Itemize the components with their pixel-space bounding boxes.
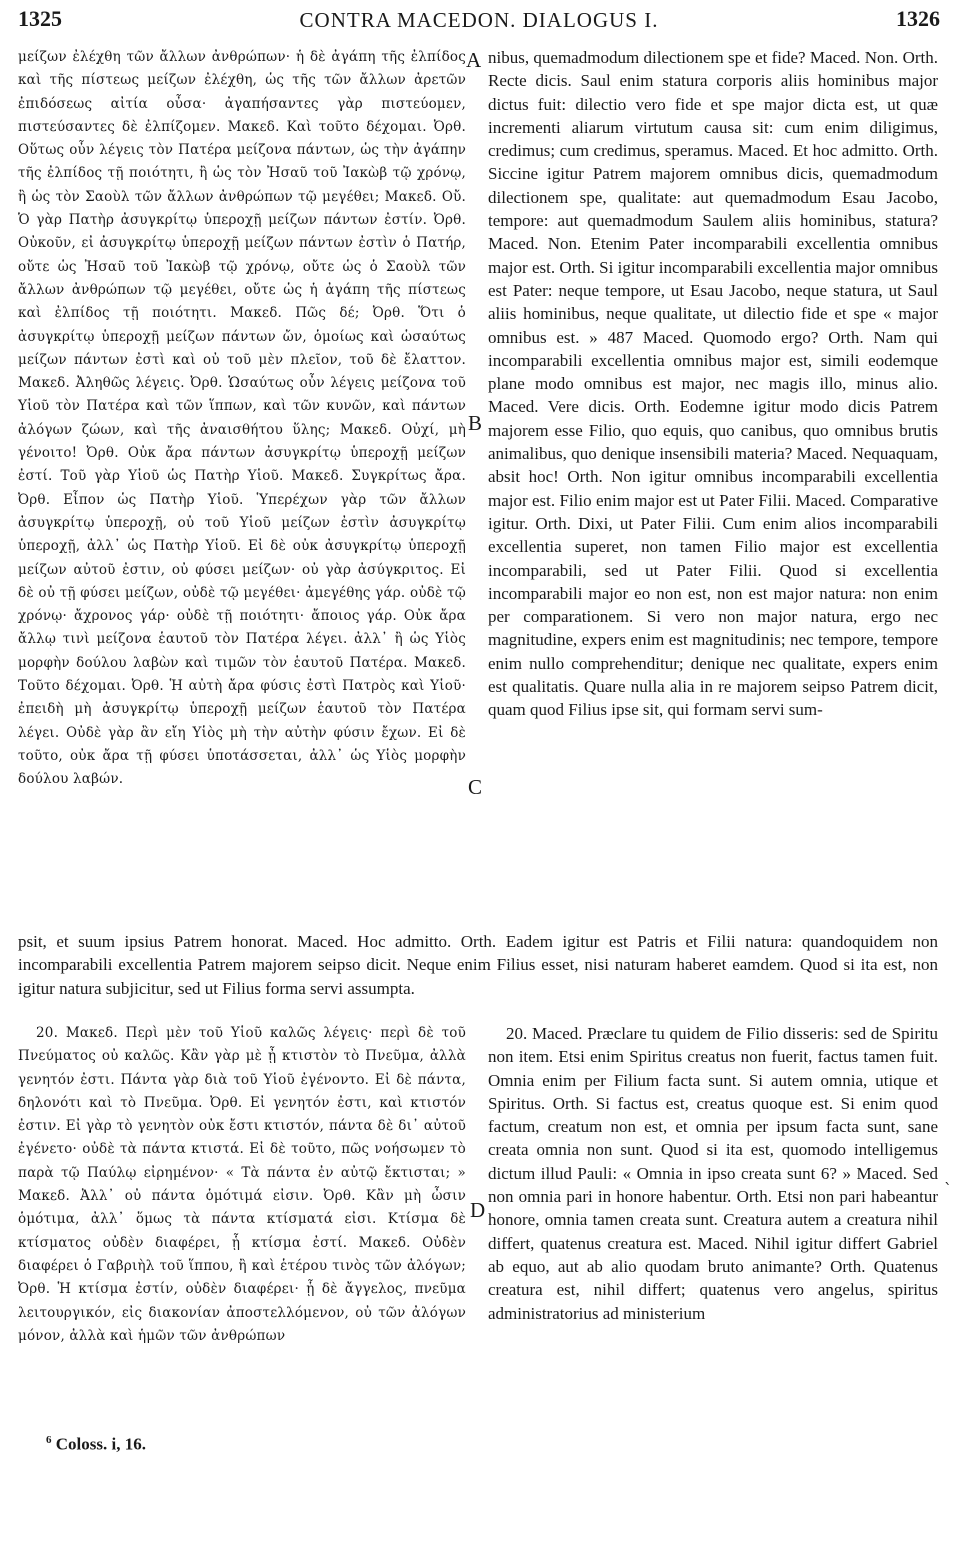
greek-column-bottom: 20. Μακεδ. Περὶ μὲν τοῦ Υἱοῦ καλῶς λέγεις· περὶ δὲ τοῦ Πνεύματος οὐ καλῶς. Κἂν γὰρ μὲ ᾖ κτιστὸν τὸ Πνεῦμα, ἀλλὰ γενητόν ἐστι. Πάντα γὰρ διὰ τοῦ Υἱοῦ ἐγένοντο. Εἰ δὲ πάντα, δηλονότι καὶ τὸ Πνεῦμα. Ὀρθ. Εἰ γενητόν ἐστι, καὶ κτιστόν ἐστιν. Εἰ γὰρ τὸ γενητὸν οὐκ ἔστι κτιστόν, πάντα δὲ δι᾽ αὐτοῦ ἐγένετο· οὐδὲ τὰ πάντα κτιστά. Εἰ δὲ τοῦτο, πῶς νοήσωμεν τὸ παρὰ τῷ Παύλῳ εἰρημένον· « Τὰ πάντα ἐν αὐτῷ ἔκτισται; » Μακεδ. Ἀλλ᾽ οὐ πάντα ὁμότιμά εἰσιν. Ὀρθ. Κἂν μὴ ὦσιν ὁμότιμα, ἀλλ᾽ ὅμως τὰ πάντα κτίσματά εἰσι. Κτίσμα δὲ κτίσματος οὐδὲν διαφέρει, ᾗ κτίσμα ἐστί. Μακεδ. Οὐδὲν διαφέρει ὁ Γαβριὴλ τοῦ ἵππου, ἢ καὶ ἑτέρου τινὸς τῶν ἀλόγων; Ὀρθ. Ἡ κτίσμα ἐστίν, οὐδὲν διαφέρει· ᾗ δὲ ἄγγελος, πνεῦμα λειτουργικόν, εἰς διακονίαν ἀποστελλόμενον, οὐ τῶν ἀλόγων μόνον, ἀλλὰ καὶ ἡμῶν τῶν ἀνθρώπων — [18, 1025, 466, 1344]
footnote-mark: 6 — [46, 1434, 52, 1446]
margin-mark-c: C — [468, 775, 483, 799]
footnote — [46, 1434, 146, 1455]
footnote-text: Coloss. i, 16. — [55, 1434, 146, 1454]
greek-column-top: μείζων ἐλέχθη τῶν ἄλλων ἀνθρώπων· ἡ δὲ ἀγάπη τῆς ἐλπίδος καὶ τῆς πίστεως μείζων ἐλέχθη, ὡς τῆς τῶν ἄλλων ἀρετῶν ἐπιδόσεως αἰτία οὖσα· ἀγαπήσαντες γὰρ πιστεύομεν, πιστεύσαντες δὲ ἐλπίζομεν. Μακεδ. Καὶ τοῦτο δέχομαι. Ὀρθ. Οὕτως οὖν λέγεις τὸν Πατέρα μείζονα πάντων, ὡς τὴν ἀγάπην τῆς ἐλπίδος τῇ ποιότητι, ἢ ὡς τὸν Ἠσαῦ τοῦ Ἰακὼβ τῷ χρόνῳ, ἢ ὡς τὸν Σαοὺλ τῶν ἄλλων ἀνθρώπων τῷ μεγέθει; Μακεδ. Οὔ. Ὁ γὰρ Πατὴρ ἀσυγκρίτῳ ὑπεροχῇ μείζων πάντων ἐστίν. Ὀρθ. Οὐκοῦν, εἰ ἀσυγκρίτῳ ὑπεροχῇ μείζων πάντων ἐστὶν ὁ Πατήρ, οὔτε ὡς Ἠσαῦ τοῦ Ἰακὼβ τῷ χρόνῳ, οὔτε ὡς ὁ Σαοὺλ τῶν ἄλλων ἀνθρώπων τῷ μεγέθει, οὔτε ὡς ἡ ἀγάπη τῆς πίστεως καὶ ἐλπίδος τῇ ποιότητι. Μακεδ. Πῶς δέ; Ὀρθ. Ὅτι ὁ ἀσυγκρίτῳ ὑπεροχῇ μείζων πάντων ὤν, ὁμοίως καὶ ὡσαύτως μείζων πάντων ἐστὶ καὶ οὐ τοῦ μὲν πλεῖον, τοῦ δὲ ἔλαττον. Μακεδ. Ἀληθῶς λέγεις. Ὀρθ. Ὡσαύτως οὖν λέγεις μείζονα τοῦ Υἱοῦ τὸν Πατέρα καὶ τῶν ἵππων, καὶ τῶν κυνῶν, καὶ πάντων ἀλόγων ζώων, καὶ τῆς ἀναισθήτου ὕλης; Μακεδ. Οὐχί, μὴ γένοιτο! Ὀρθ. Οὐκ ἄρα πάντων ἀσυγκρίτῳ ὑπεροχῇ μείζων ἐστί. Τοῦ γὰρ Υἱοῦ ὡς Πατὴρ Υἱοῦ. Μακεδ. Συγκρίτως ἄρα. Ὀρθ. Εἶπον ὡς Πατὴρ Υἱοῦ. Ὑπερέχων γὰρ τῶν ἄλλων ἀσυγκρίτῳ ὑπεροχῇ, οὐ τοῦ Υἱοῦ μείζων ἐστὶν ἀσυγκρίτῳ ὑπεροχῇ, ἀλλ᾽ ὡς Πατὴρ Υἱοῦ. Εἰ δὲ οὐκ ἀσυγκρίτῳ ὑπεροχῇ μείζων αὐτοῦ ἐστιν, οὐ φύσει μείζων· οὐ γὰρ ἀσύγκριτος. Εἰ δὲ οὐ τῇ φύσει μείζων, οὐδὲ τῷ μεγέθει· ἀμεγέθης γάρ. οὐδὲ τῷ χρόνῳ· ἄχρονος γάρ· οὐδὲ τῇ ποιότητι· ἄποιος γάρ. Οὐκ ἄρα ἄλλῳ τινὶ μείζονα ἑαυτοῦ τὸν Πατέρα λέγει. ἀλλ᾽ ἢ ὡς Υἱὸς μορφὴν δούλου λαβὼν καὶ τιμῶν τὸν ἑαυτοῦ Πατέρα. Μακεδ. Τοῦτο δέχομαι. Ὀρθ. Ἡ αὐτὴ ἄρα φύσις ἐστὶ Πατρὸς καὶ Υἱοῦ· ἐπειδὴ μὴ ἀσυγκρίτῳ ὑπεροχῇ μείζων ἑαυτοῦ τὸν Πατέρα λέγει. Οὐδὲ γὰρ ἂν εἴη Υἱὸς μὴ τὴν αὐτὴν φύσιν ἔχων. Εἰ δὲ τοῦτο, οὐκ ἄρα τῇ φύσει ὑποτάσσεται, ἀλλ᾽ ὡς Υἱὸς μορφὴν δούλου λαβών. — [18, 49, 466, 788]
latin-column-top: nibus, quemadmodum dilectionem spe et fide? Maced. Non. Orth. Recte dicis. Saul enim statura corporis aliis hominibus major dictus fuit: dilectio vero fide et spe major dicta est, ut quæ incrementi aliarum virtutum causa sit: cum enim diligimus, credimus; cum credimus, speramus. Maced. Et hoc admitto. Orth. Siccine igitur Patrem majorem omnibus dicis, quemadmodum dilectionem spe, qualitate: aut quemadmodum Esau Jacobo, tempore: aut quemadmodum Saulem aliis hominibus, statura? Maced. Non. Etenim Pater incomparabili excellentia omnibus major est. Orth. Si igitur incomparabili excellentia major omnibus est Pater: neque tempore, ut Esau Jacobo, neque statura, ut Saul aliis hominibus, neque qualitate, ut dilectio fide et spe « major omnibus est. » 487 Maced. Quomodo ergo? Orth. Nam qui incomparabili excellentia omnibus major est, simili eodemque plane modo omnibus est major, nec magis illo, minus alio. Maced. Vere dicis. Orth. Eodemne igitur modo dicis Patrem majorem esse Filio, quo equis, quo canibus, quo omnibus brutis animalibus, quo denique insensibili materia? Maced. Nequaquam, absit hoc! Orth. Non igitur omnibus incomparabili excellentia major est. Filio enim major est ut Pater Filii. Maced. Comparative igitur. Orth. Dixi, ut Pater Filii. Cum enim alios incomparabili excellentia superet, non tamen Filio major est excellentia incomparabili, sed ut Pater Filii. Quod si excellentia incomparabili major eo non est, non est major natura: non enim per comparationem. Si vero non major natura, ergo nec magnitudine, expers enim est magnitudinis; nec tempore, tempore enim nullo comprehenditur; denique nec qualitate, expers enim est qualitatis. Quare nulla alia in re majorem seipso Patrem dicit, quam quod Filius ipse sit, qui formam servi sum- — [488, 48, 938, 720]
margin-mark-b: B — [468, 411, 483, 435]
stray-mark: ` — [944, 1180, 952, 1199]
left-page-number: 1325 — [18, 6, 62, 31]
page-header — [18, 6, 940, 40]
full-width-paragraph: psit, et suum ipsius Patrem honorat. Maced. Hoc admitto. Orth. Eadem igitur est Patris et Filii natura: quandoquidem non incomparabili excellentia Patrem majorem seipso dicit. Neque enim Filius esset, nisi naturam haberet eamdem. Quod si ita est, non igitur natura subjicitur, sed ut Filius forma servi assumpta. — [18, 932, 938, 998]
running-title: CONTRA MACEDON. DIALOGUS I. — [299, 8, 659, 32]
latin-column-bottom: 20. Maced. Præclare tu quidem de Filio disseris: sed de Spiritu non item. Etsi enim Spiritus creatus non fuerit, factus tamen fuit. Omnia enim per Filium facta sunt. Si autem omnia, utique et Spiritus. Orth. Si factus est, creatus quoque est. Si enim quod factum, creatum non est, et omnia per ipsum facta sunt, sane creata omnia non sunt. Quod si ita est, quomodo intelligemus dictum illud Pauli: « Omnia in ipso creata sunt 6? » Maced. Sed non omnia pari in honore habentur. Orth. Etsi non pari habeantur honore, omnia tamen creata sunt. Creatura autem a creatura nihil differt, quatenus creatura est. Maced. Nihil igitur differt Gabriel ab equo, aut ab alio quodam bruto animante? Orth. Quatenus creatura est, nihil differt; quatenus vero angelus, spiritus administratorius ad ministerium — [488, 1024, 938, 1323]
margin-mark-a: A — [466, 48, 482, 72]
margin-mark-d: D — [470, 1198, 486, 1222]
right-page-number: 1326 — [896, 6, 940, 31]
